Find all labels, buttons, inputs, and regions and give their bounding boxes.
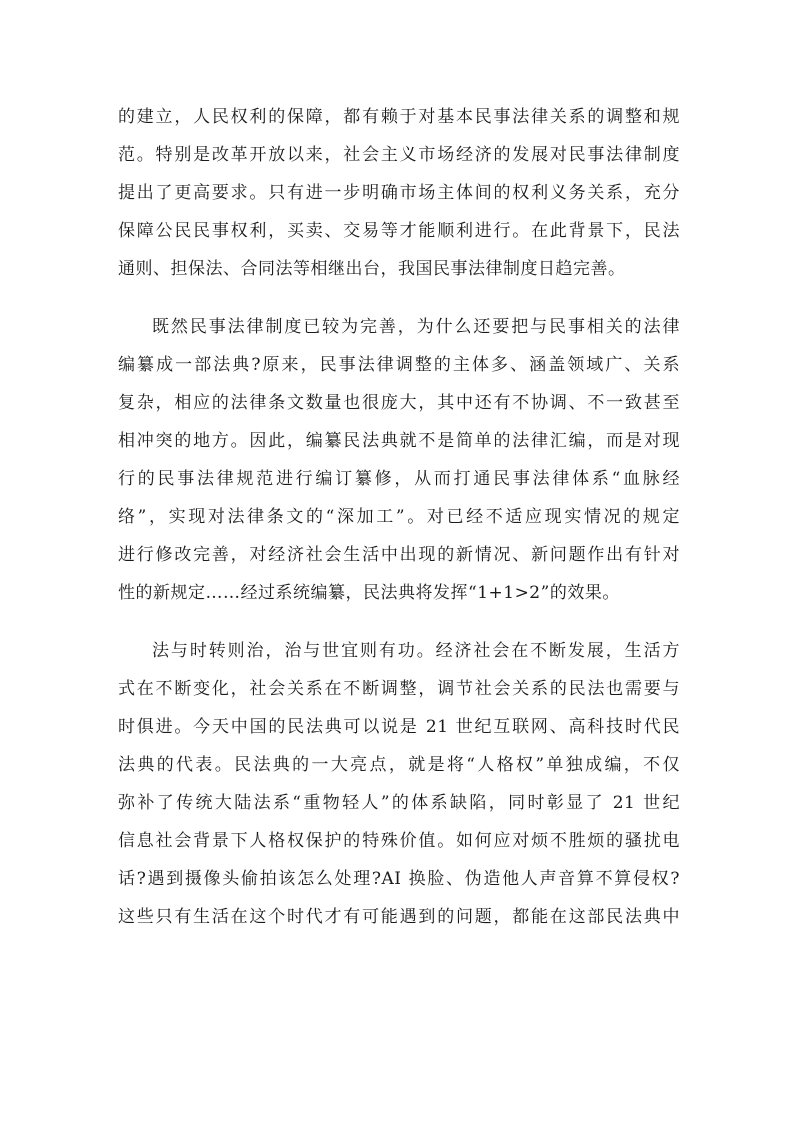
text-line: 既然民事法律制度已较为完善，为什么还要把与民事相关的法律 bbox=[152, 317, 680, 337]
paragraph-3 bbox=[118, 632, 680, 936]
text-line: 的建立，人民权利的保障，都有赖于对基本民事法律关系的调整和规 bbox=[118, 107, 680, 127]
text-line: 络”，实现对法律条文的“深加工”。对已经不适应现实情况的规定 bbox=[118, 507, 680, 527]
text-line: 法与时转则治，治与世宜则有功。经济社会在不断发展，生活方 bbox=[152, 641, 680, 661]
text-line: 话?遇到摄像头偷拍该怎么处理?AI 换脸、伪造他人声音算不算侵权? bbox=[118, 869, 680, 889]
text-line: 时俱进。今天中国的民法典可以说是 21 世纪互联网、高科技时代民 bbox=[118, 717, 680, 737]
paragraph-2 bbox=[118, 308, 680, 612]
text-line: 进行修改完善，对经济社会生活中出现的新情况、新问题作出有针对 bbox=[118, 545, 680, 565]
text-line: 弥补了传统大陆法系“重物轻人”的体系缺陷，同时彰显了 21 世纪 bbox=[118, 793, 680, 813]
text-line: 复杂，相应的法律条文数量也很庞大，其中还有不协调、不一致甚至 bbox=[118, 393, 680, 413]
text-line: 行的民事法律规范进行编订纂修，从而打通民事法律体系“血脉经 bbox=[118, 469, 680, 489]
paragraph-1 bbox=[118, 98, 680, 288]
text-line: 编纂成一部法典?原来，民事法律调整的主体多、涵盖领域广、关系 bbox=[118, 355, 680, 375]
text-line: 法典的代表。民法典的一大亮点，就是将“人格权”单独成编，不仅 bbox=[118, 755, 680, 775]
text-line: 范。特别是改革开放以来，社会主义市场经济的发展对民事法律制度 bbox=[118, 145, 680, 165]
text-line: 通则、担保法、合同法等相继出台，我国民事法律制度日趋完善。 bbox=[118, 259, 626, 279]
text-line: 保障公民民事权利，买卖、交易等才能顺利进行。在此背景下，民法 bbox=[118, 221, 680, 241]
document-body bbox=[118, 98, 680, 956]
text-line: 这些只有生活在这个时代才有可能遇到的问题，都能在这部民法典中 bbox=[118, 907, 680, 927]
text-line: 信息社会背景下人格权保护的特殊价值。如何应对烦不胜烦的骚扰电 bbox=[118, 831, 680, 851]
text-line: 性的新规定……经过系统编纂，民法典将发挥“1+1>2”的效果。 bbox=[118, 583, 620, 603]
text-line: 相冲突的地方。因此，编纂民法典就不是简单的法律汇编，而是对现 bbox=[118, 431, 680, 451]
text-line: 式在不断变化，社会关系在不断调整，调节社会关系的民法也需要与 bbox=[118, 679, 680, 699]
text-line: 提出了更高要求。只有进一步明确市场主体间的权利义务关系，充分 bbox=[118, 183, 680, 203]
